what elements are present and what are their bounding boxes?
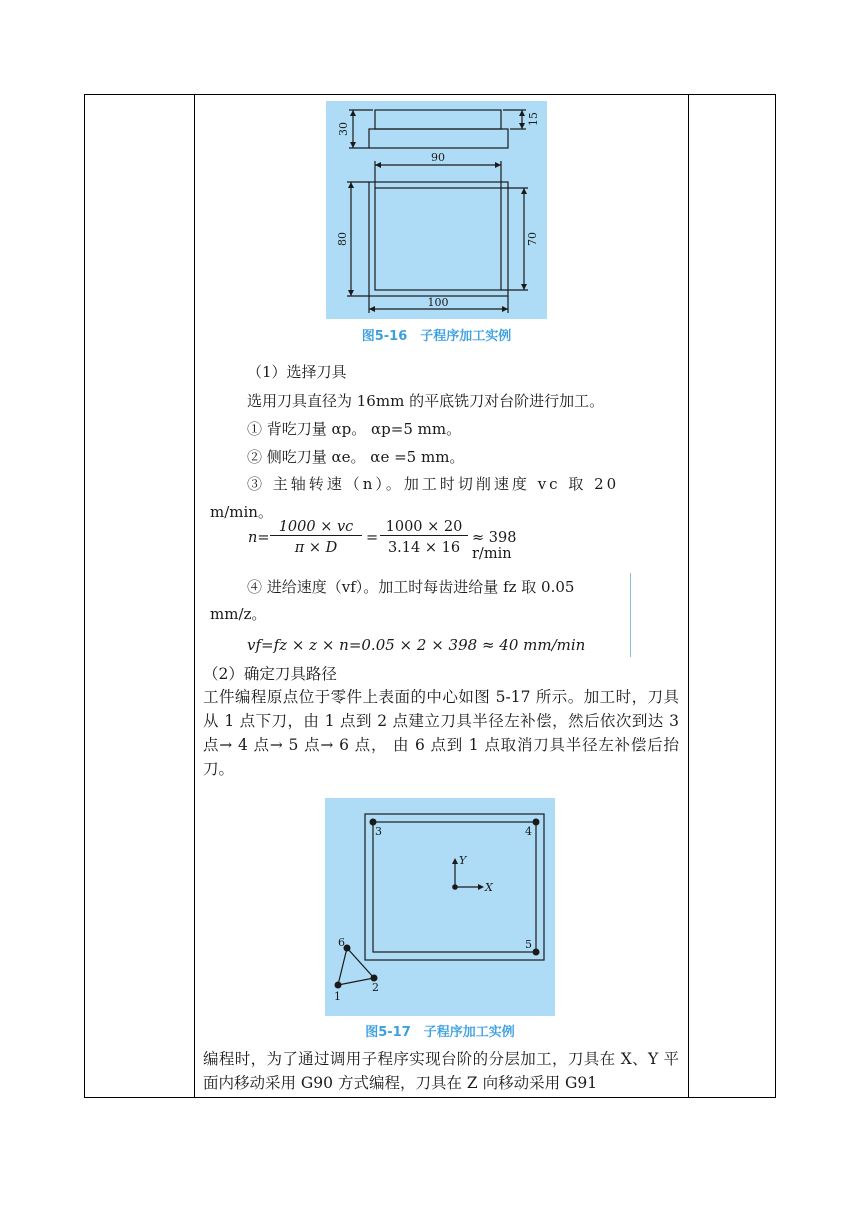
column-divider-left	[194, 95, 195, 1097]
label-point-1: 1	[334, 990, 341, 1003]
approach-path	[338, 948, 374, 985]
formula-numerator-2: 1000 × 20	[380, 519, 468, 536]
section1-intro: 选用刀具直径为 16mm 的平底铣刀对台阶进行加工。	[247, 392, 605, 410]
dim-70: 70	[526, 232, 539, 246]
item-2-side-cut: ② 侧吃刀量 αe。 αe =5 mm。	[247, 448, 465, 466]
base-rect	[369, 129, 508, 148]
formula-numerator: 1000 × vc	[270, 519, 362, 536]
inner-rect	[375, 188, 501, 290]
point-4	[533, 819, 540, 826]
drawing-5-16	[326, 101, 547, 319]
label-point-6: 6	[338, 936, 345, 949]
formula-result: ≈ 398 r/min	[472, 530, 517, 562]
axis-y-label: Y	[459, 854, 467, 867]
dim-100: 100	[427, 296, 449, 309]
column-divider-right	[688, 95, 689, 1097]
dim-30: 30	[337, 122, 350, 136]
section1-heading: （1）选择刀具	[247, 363, 347, 381]
outer-rect	[369, 182, 508, 296]
figure-5-16	[326, 101, 547, 319]
dim-80: 80	[336, 232, 349, 246]
formula-denominator-2: 3.14 × 16	[387, 540, 461, 556]
axis-x-label: X	[485, 881, 493, 894]
item-4-continued: mm/z。	[210, 605, 267, 623]
label-point-3: 3	[375, 825, 382, 838]
formula-equals: =	[366, 530, 379, 546]
item-1-back-cut: ① 背吃刀量 αp。 αp=5 mm。	[247, 420, 462, 438]
item-3-continued: m/min。	[210, 503, 273, 521]
final-paragraph: 编程时，为了通过调用子程序实现台阶的分层加工，刀具在 X、Y 平面内移动采用 G90 方式编程，刀具在 Z 向移动采用 G91	[203, 1050, 679, 1092]
label-point-2: 2	[372, 981, 379, 994]
dim-15: 15	[527, 112, 540, 126]
item-3-spindle-speed: ③ 主轴转速（n）。加工时切削速度 vc 取 20	[247, 475, 620, 493]
label-point-5: 5	[525, 938, 532, 951]
top-step-rect	[375, 110, 501, 129]
drawing-5-17	[325, 798, 555, 1016]
margin-rule	[630, 573, 631, 657]
dim-90: 90	[431, 151, 445, 164]
figure-5-17	[325, 798, 555, 1016]
item-4-feed-speed: ④ 进给速度（vf）。加工时每齿进给量 fz 取 0.05	[247, 578, 575, 596]
point-1	[335, 982, 342, 989]
formula-spindle	[248, 519, 548, 561]
section2-heading: （2）确定刀具路径	[203, 665, 337, 683]
origin-point	[452, 884, 458, 890]
point-5	[533, 949, 540, 956]
label-point-4: 4	[525, 825, 532, 838]
formula-lhs: n=	[248, 530, 270, 546]
figure-5-17-caption: 图5-17 子程序加工实例	[365, 1025, 515, 1040]
formula-denominator: π × D	[294, 540, 338, 556]
formula-feed: vf=fz × z × n=0.05 × 2 × 398 ≈ 40 mm/min	[247, 636, 586, 654]
section2-paragraph: 工件编程原点位于零件上表面的中心如图 5-17 所示。加工时，刀具从 1 点下刀，由 1 点到 2 点建立刀具半径左补偿，然后依次到达 3 点→ 4 点→ 5 点→ 6 点， 由 6 点到 1 点取消刀具半径左补偿后抬刀。	[203, 688, 679, 778]
figure-5-16-caption: 图5-16 子程序加工实例	[361, 329, 512, 344]
